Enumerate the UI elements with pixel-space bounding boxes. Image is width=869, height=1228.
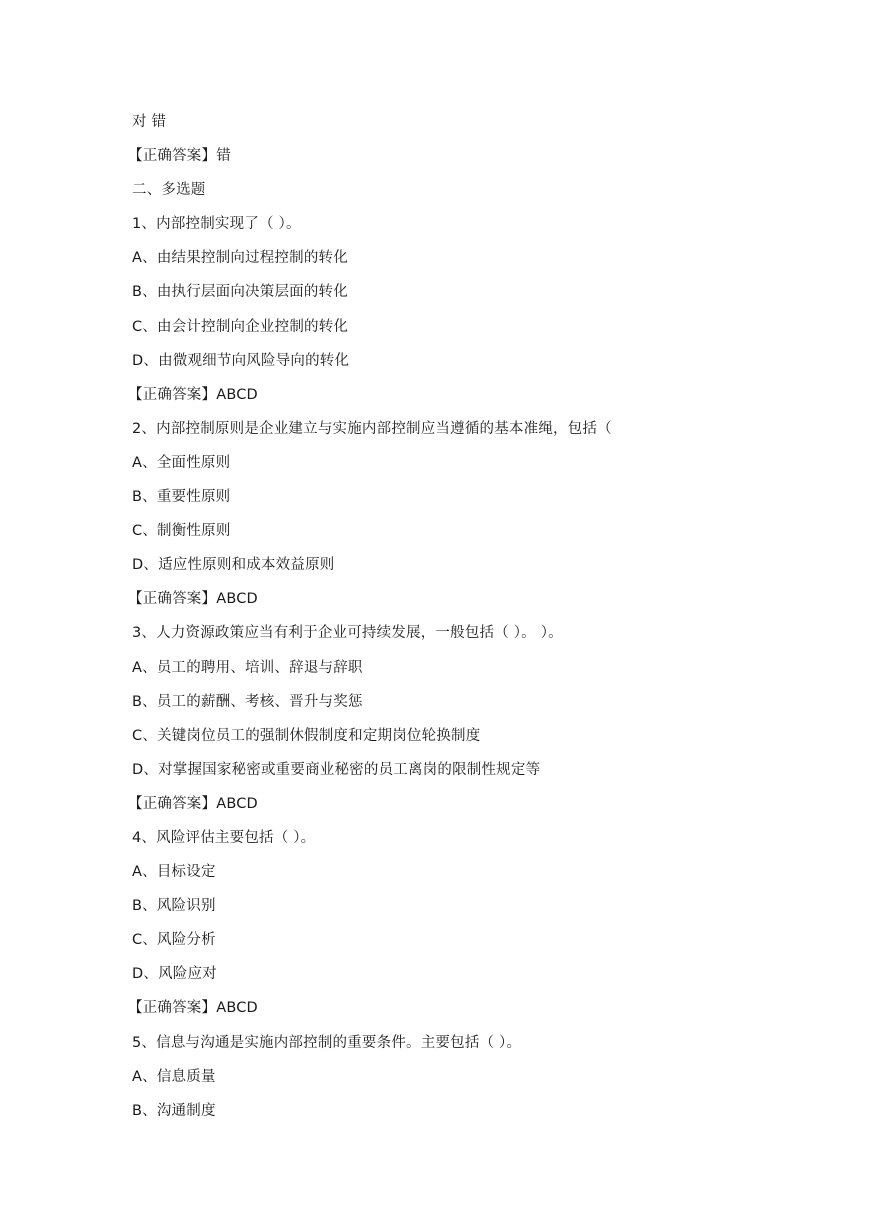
correct-answer: 【正确答案】ABCD — [128, 386, 258, 403]
question-5-option-a: A、信息质量 — [132, 1068, 216, 1085]
document-body — [128, 111, 832, 1134]
question-1-option-b: B、由执行层面向决策层面的转化 — [132, 284, 348, 301]
question-3-option-c: C、关键岗位员工的强制休假制度和定期岗位轮换制度 — [132, 727, 481, 744]
question-2-option-c: C、制衡性原则 — [132, 523, 231, 540]
question-2-option-b: B、重要性原则 — [132, 489, 231, 506]
question-4-option-d: D、风险应对 — [132, 966, 217, 983]
question-4-option-b: B、风险识别 — [132, 898, 216, 915]
question-1-option-a: A、由结果控制向过程控制的转化 — [132, 250, 348, 267]
question-1: 1、内部控制实现了（ ）。 — [132, 216, 301, 233]
true-false-options: 对 错 — [132, 114, 167, 130]
section-heading: 二、多选题 — [132, 182, 206, 199]
correct-answer: 【正确答案】ABCD — [128, 795, 258, 812]
question-5-option-b: B、沟通制度 — [132, 1102, 216, 1119]
correct-answer: 【正确答案】ABCD — [128, 1000, 258, 1017]
question-1-option-d: D、由微观细节向风险导向的转化 — [132, 352, 350, 369]
question-2-option-a: A、全面性原则 — [132, 454, 231, 471]
question-3: 3、人力资源政策应当有利于企业可持续发展，一般包括（ ）。 ）。 — [132, 625, 563, 642]
question-4: 4、风险评估主要包括（ ）。 — [132, 829, 316, 846]
question-2: 2、内部控制原则是企业建立与实施内部控制应当遵循的基本准绳，包括（ — [132, 420, 612, 437]
question-3-option-d: D、对掌握国家秘密或重要商业秘密的员工离岗的限制性规定等 — [132, 761, 541, 778]
question-3-option-b: B、员工的薪酬、考核、晋升与奖惩 — [132, 693, 363, 710]
question-3-option-a: A、员工的聘用、培训、辞退与辞职 — [132, 659, 363, 676]
correct-answer: 【正确答案】错 — [128, 148, 231, 165]
correct-answer: 【正确答案】ABCD — [128, 591, 258, 608]
question-5: 5、信息与沟通是实施内部控制的重要条件。主要包括（ ）。 — [132, 1034, 522, 1051]
question-4-option-c: C、风险分析 — [132, 932, 216, 949]
question-2-option-d: D、适应性原则和成本效益原则 — [132, 557, 335, 574]
question-4-option-a: A、目标设定 — [132, 864, 216, 881]
question-1-option-c: C、由会计控制向企业控制的转化 — [132, 318, 349, 335]
